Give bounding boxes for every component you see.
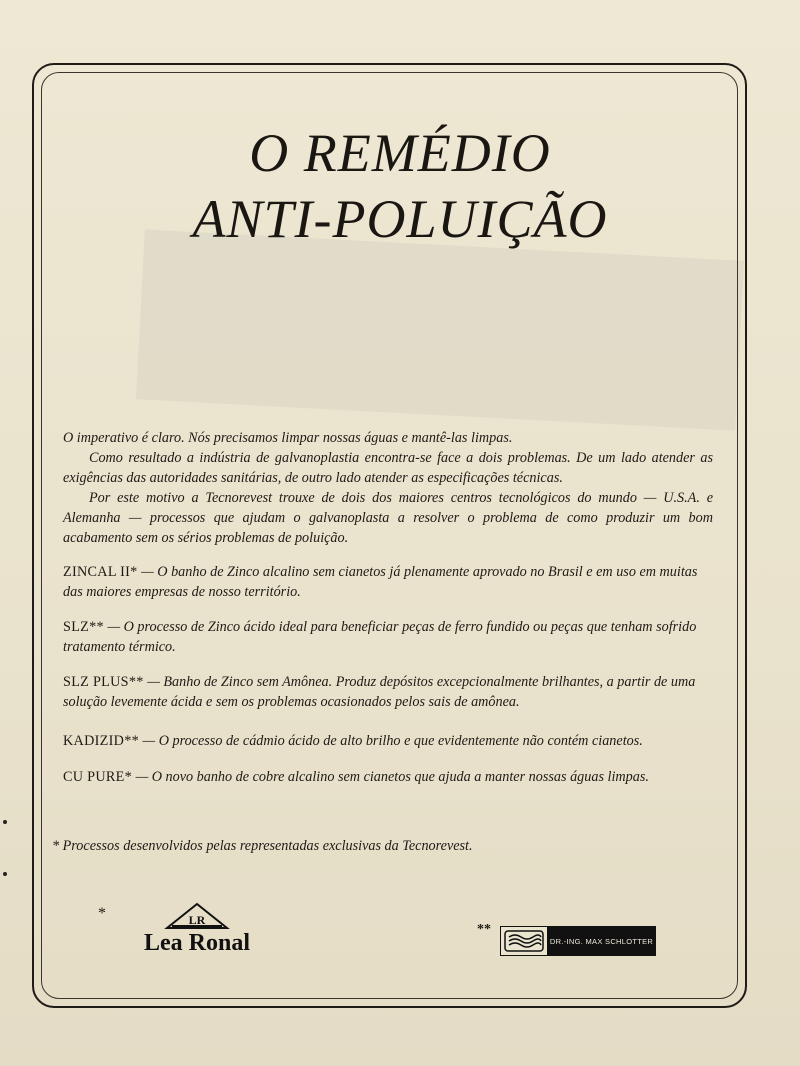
product-description: — O processo de cádmio ácido de alto brilho e que evidentemente não contém cianetos.: [139, 733, 643, 749]
lea-ronal-logo: [112, 900, 282, 960]
product-slz-plus: [63, 672, 713, 712]
product-zincal: [63, 562, 713, 602]
product-cu-pure: [63, 767, 713, 787]
product-kadizid: [63, 731, 713, 751]
schlotter-logo: [500, 926, 656, 956]
schlotter-wave-icon: [501, 927, 548, 955]
product-name: SLZ PLUS**: [63, 674, 144, 690]
lea-ronal-star: *: [98, 905, 106, 922]
headline-line-1: O REMÉDIO: [249, 123, 551, 183]
intro-paragraph-2: Como resultado a indústria de galvanoplastia encontra-se face a dois problemas. De um lado atender as exigências das autoridades sanitárias, de outro lado atender as especificações técnicas.: [63, 450, 713, 486]
intro-text: [63, 428, 713, 548]
lea-ronal-name: Lea Ronal: [143, 930, 250, 956]
lea-ronal-emblem-icon: [112, 900, 282, 932]
margin-mark: [3, 820, 7, 824]
schlotter-name: DR.-ING. MAX SCHLOTTER: [548, 927, 655, 955]
product-description: — O processo de Zinco ácido ideal para beneficiar peças de ferro fundido ou peças que tenham sofrido tratamento térmico.: [63, 619, 697, 655]
svg-text:LR: LR: [188, 913, 206, 927]
headline-line-2: ANTI-POLUIÇÃO: [192, 189, 608, 249]
intro-paragraph-3: Por este motivo a Tecnorevest trouxe de dois dos maiores centros tecnológicos do mundo — U.S.A. e Alemanha — processos que ajudam o galvanoplasta a resolver o problema de como produzir um bom acabamento sem os sérios problemas de poluição.: [63, 490, 713, 546]
footnote: * Processos desenvolvidos pelas representadas exclusivas da Tecnorevest.: [52, 838, 473, 854]
product-slz: [63, 617, 713, 657]
schlotter-stars: **: [477, 922, 491, 937]
intro-paragraph-1: O imperativo é claro. Nós precisamos limpar nossas águas e mantê-las limpas.: [63, 430, 513, 446]
product-name: SLZ**: [63, 619, 104, 635]
margin-mark: [3, 872, 7, 876]
product-description: — O novo banho de cobre alcalino sem cianetos que ajuda a manter nossas águas limpas.: [132, 769, 649, 785]
product-name: CU PURE*: [63, 769, 133, 785]
product-description: — Banho de Zinco sem Amônea. Produz depósitos excepcionalmente brilhantes, a partir de uma solução levemente ácida e sem os problemas ocasionados pelos sais de amônea.: [63, 674, 696, 710]
product-name: KADIZID**: [63, 733, 139, 749]
product-description: — O banho de Zinco alcalino sem cianetos já plenamente aprovado no Brasil e em uso em muitas das maiores empresas de nosso território.: [63, 564, 698, 600]
product-name: ZINCAL II*: [63, 564, 138, 580]
